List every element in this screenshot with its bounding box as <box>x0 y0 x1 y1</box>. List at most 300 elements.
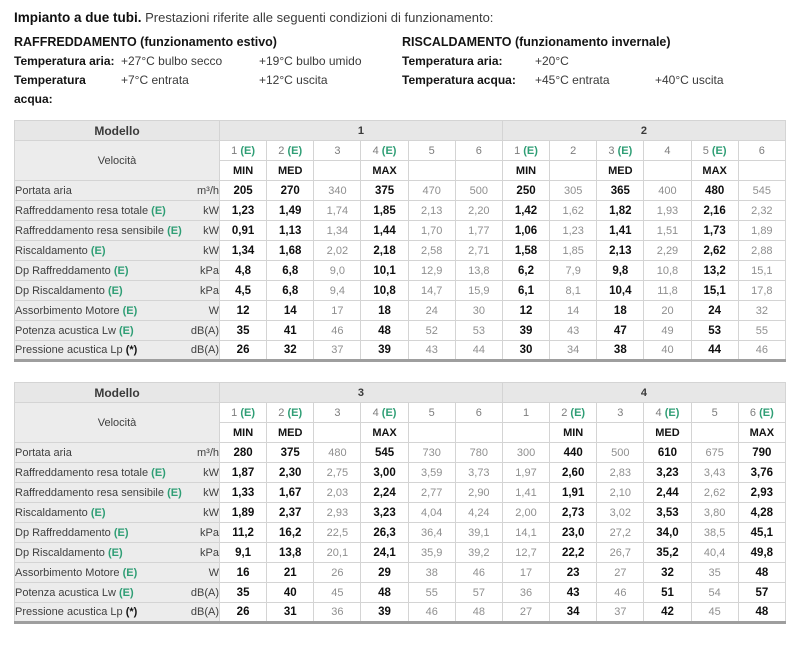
value-cell: 3,53 <box>644 503 691 523</box>
air-temp-label: Temperatura aria: <box>14 54 115 68</box>
value-cell: 30 <box>455 301 502 321</box>
value-cell: 1,51 <box>644 221 691 241</box>
table-row <box>15 201 786 221</box>
row-label-cell <box>15 241 220 261</box>
row-label-cell <box>15 221 220 241</box>
value-cell: 38,5 <box>691 523 738 543</box>
row-unit: kW <box>203 224 219 237</box>
value-cell: 2,32 <box>738 201 785 221</box>
value-cell: 790 <box>738 443 785 463</box>
row-unit: W <box>208 566 219 579</box>
heating-heading: RISCALDAMENTO (funzionamento invernale) <box>402 35 671 49</box>
value-cell: 27 <box>502 603 549 623</box>
value-cell: 2,44 <box>644 483 691 503</box>
value-cell: 4,04 <box>408 503 455 523</box>
heating-air-row <box>402 52 786 71</box>
speed-number-cell <box>738 403 785 423</box>
row-label-cell <box>15 301 220 321</box>
value-cell: 1,70 <box>408 221 455 241</box>
speed-tier-cell <box>550 161 597 181</box>
row-label-cell <box>15 523 220 543</box>
row-label: Dp Riscaldamento (E) <box>15 284 123 297</box>
energy-mark: (E) <box>240 406 255 419</box>
value-cell: 48 <box>361 321 408 341</box>
value-cell: 45,1 <box>738 523 785 543</box>
row-label-cell <box>15 603 220 623</box>
energy-mark: (E) <box>759 406 774 419</box>
row-unit: dB(A) <box>190 586 219 599</box>
row-label: Assorbimento Motore (E) <box>15 304 138 317</box>
value-cell: 1,85 <box>361 201 408 221</box>
row-label-wrap <box>15 547 219 559</box>
energy-mark: (E) <box>90 506 106 519</box>
speed-number-cell <box>644 403 691 423</box>
row-label-wrap <box>15 606 219 618</box>
speed-tier-cell: MAX <box>691 161 738 181</box>
value-cell: 37 <box>597 603 644 623</box>
value-cell: 2,37 <box>267 503 314 523</box>
value-cell: 57 <box>738 583 785 603</box>
row-label-wrap <box>15 325 219 337</box>
value-cell: 17 <box>502 563 549 583</box>
value-cell: 300 <box>502 443 549 463</box>
value-cell: 15,9 <box>455 281 502 301</box>
speed-number: 3 <box>608 144 615 157</box>
value-cell: 1,23 <box>550 221 597 241</box>
value-cell: 24 <box>691 301 738 321</box>
value-cell: 53 <box>455 321 502 341</box>
performance-tables <box>14 120 786 624</box>
row-label-wrap <box>15 467 219 479</box>
table-row <box>15 341 786 361</box>
value-cell: 45 <box>691 603 738 623</box>
value-cell: 45 <box>314 583 361 603</box>
value-cell: 40 <box>644 341 691 361</box>
energy-mark: (E) <box>151 466 166 479</box>
row-label-cell <box>15 341 220 361</box>
speed-number: 6 <box>749 406 757 419</box>
value-cell: 41 <box>267 321 314 341</box>
value-cell: 22,2 <box>550 543 597 563</box>
row-label-cell <box>15 463 220 483</box>
value-cell: 1,85 <box>550 241 597 261</box>
value-cell: 480 <box>314 443 361 463</box>
value-cell: 1,89 <box>220 503 267 523</box>
speed-tier-cell <box>455 423 502 443</box>
value-cell: 10,8 <box>644 261 691 281</box>
value-cell: 21 <box>267 563 314 583</box>
speed-number-cell <box>314 403 361 423</box>
row-label-wrap <box>15 305 219 317</box>
value-cell: 1,34 <box>314 221 361 241</box>
speed-tier-cell <box>408 161 455 181</box>
row-unit: kW <box>203 506 219 519</box>
speed-tier-cell: MIN <box>220 423 267 443</box>
row-label-wrap <box>15 527 219 539</box>
table-row <box>15 221 786 241</box>
speed-number-cell <box>361 141 408 161</box>
value-cell: 34 <box>550 603 597 623</box>
value-cell: 375 <box>361 181 408 201</box>
value-cell: 36 <box>502 583 549 603</box>
row-label-wrap <box>15 567 219 579</box>
row-label-cell <box>15 443 220 463</box>
speed-number: 4 <box>372 144 379 157</box>
performance-table-1 <box>14 120 786 362</box>
cooling-heading: RAFFREDDAMENTO (funzionamento estivo) <box>14 35 277 49</box>
row-label-cell <box>15 583 220 603</box>
operating-conditions <box>14 35 786 109</box>
value-cell: 39,2 <box>455 543 502 563</box>
row-unit: W <box>208 304 219 317</box>
value-cell: 47 <box>597 321 644 341</box>
row-label: Dp Riscaldamento (E) <box>15 546 123 559</box>
speed-number: 3 <box>617 406 624 419</box>
value-cell: 12 <box>502 301 549 321</box>
value-cell: 36 <box>314 603 361 623</box>
row-label: Pressione acustica Lp (*) <box>15 344 138 356</box>
energy-mark: (E) <box>113 526 129 539</box>
value-cell: 39 <box>361 341 408 361</box>
value-cell: 1,73 <box>691 221 738 241</box>
energy-mark: (E) <box>287 406 303 419</box>
energy-mark: (E) <box>167 224 182 237</box>
row-label-cell <box>15 543 220 563</box>
value-cell: 2,10 <box>597 483 644 503</box>
row-label-wrap <box>15 265 219 277</box>
value-cell: 14 <box>550 301 597 321</box>
speed-number-cell <box>691 141 738 161</box>
value-cell: 3,02 <box>597 503 644 523</box>
value-cell: 9,8 <box>597 261 644 281</box>
row-label: Raffreddamento resa sensibile (E) <box>15 224 182 237</box>
value-cell: 35,2 <box>644 543 691 563</box>
speed-number: 1 <box>514 144 521 157</box>
speed-number-cell <box>597 403 644 423</box>
value-cell: 16 <box>220 563 267 583</box>
value-cell: 1,41 <box>502 483 549 503</box>
value-cell: 1,89 <box>738 221 785 241</box>
value-cell: 46 <box>597 583 644 603</box>
energy-mark: (E) <box>570 406 586 419</box>
footnote-mark: (*) <box>125 344 138 356</box>
value-cell: 8,1 <box>550 281 597 301</box>
speed-tier-cell: MAX <box>361 423 408 443</box>
model-number-cell: 1 <box>220 121 503 141</box>
table-row <box>15 583 786 603</box>
speed-number: 5 <box>711 406 718 419</box>
speed-number: 1 <box>522 406 530 419</box>
value-cell: 3,80 <box>691 503 738 523</box>
value-cell: 26 <box>220 603 267 623</box>
energy-mark: (E) <box>118 324 134 337</box>
modello-header-cell: Modello <box>15 121 220 141</box>
row-label: Riscaldamento (E) <box>15 244 106 257</box>
value-cell: 32 <box>738 301 785 321</box>
table-row <box>15 463 786 483</box>
row-unit: kPa <box>200 526 219 539</box>
value-cell: 26 <box>314 563 361 583</box>
energy-mark: (E) <box>118 586 134 599</box>
value-cell: 15,1 <box>691 281 738 301</box>
value-cell: 35 <box>220 321 267 341</box>
energy-mark: (E) <box>107 546 123 559</box>
speed-tier-cell <box>738 161 785 181</box>
speed-number-cell <box>220 403 267 423</box>
value-cell: 2,00 <box>502 503 549 523</box>
speed-number-cell <box>550 141 597 161</box>
value-cell: 1,87 <box>220 463 267 483</box>
speed-tier-cell <box>314 423 361 443</box>
value-cell: 2,16 <box>691 201 738 221</box>
value-cell: 43 <box>550 321 597 341</box>
row-unit: dB(A) <box>190 344 219 356</box>
value-cell: 27,2 <box>597 523 644 543</box>
value-cell: 4,24 <box>455 503 502 523</box>
speed-number: 5 <box>428 144 435 157</box>
water-temp-label: Temperatura acqua: <box>14 73 86 106</box>
row-label: Potenza acustica Lw (E) <box>15 324 134 337</box>
speed-tier-cell <box>502 423 549 443</box>
value-cell: 3,00 <box>361 463 408 483</box>
value-cell: 1,34 <box>220 241 267 261</box>
value-cell: 3,59 <box>408 463 455 483</box>
value-cell: 35 <box>220 583 267 603</box>
cooling-water-row <box>14 71 402 109</box>
speed-tier-cell: MED <box>267 161 314 181</box>
row-unit: kPa <box>200 284 219 297</box>
page-title-rest: Prestazioni riferite alle seguenti condizioni di funzionamento: <box>141 10 494 25</box>
value-cell: 54 <box>691 583 738 603</box>
value-cell: 12 <box>220 301 267 321</box>
value-cell: 2,88 <box>738 241 785 261</box>
row-label: Raffreddamento resa totale (E) <box>15 466 166 479</box>
speed-tier-cell <box>597 423 644 443</box>
row-label-wrap <box>15 344 219 356</box>
row-unit: dB(A) <box>190 606 219 618</box>
speed-number-cell <box>550 403 597 423</box>
value-cell: 3,73 <box>455 463 502 483</box>
speed-number: 1 <box>231 406 238 419</box>
energy-mark: (E) <box>617 144 633 157</box>
water-temp-value-2: +12°C uscita <box>259 73 328 87</box>
table-row <box>15 321 786 341</box>
value-cell: 52 <box>408 321 455 341</box>
value-cell: 57 <box>455 583 502 603</box>
row-label-cell <box>15 321 220 341</box>
water-temp-value-1: +45°C entrata <box>535 73 610 87</box>
value-cell: 280 <box>220 443 267 463</box>
value-cell: 11,2 <box>220 523 267 543</box>
footnote-mark: (*) <box>125 606 138 618</box>
value-cell: 17 <box>314 301 361 321</box>
energy-mark: (E) <box>287 144 303 157</box>
value-cell: 48 <box>738 563 785 583</box>
value-cell: 2,03 <box>314 483 361 503</box>
energy-mark: (E) <box>381 144 397 157</box>
value-cell: 2,02 <box>314 241 361 261</box>
row-label-cell <box>15 503 220 523</box>
water-temp-value-1: +7°C entrata <box>121 73 189 87</box>
value-cell: 3,23 <box>361 503 408 523</box>
value-cell: 270 <box>267 181 314 201</box>
value-cell: 40 <box>267 583 314 603</box>
value-cell: 18 <box>361 301 408 321</box>
speed-number: 6 <box>475 144 482 157</box>
value-cell: 43 <box>408 341 455 361</box>
value-cell: 2,71 <box>455 241 502 261</box>
speed-number-cell <box>691 403 738 423</box>
value-cell: 1,23 <box>220 201 267 221</box>
speed-number-cell <box>455 141 502 161</box>
value-cell: 10,1 <box>361 261 408 281</box>
value-cell: 49,8 <box>738 543 785 563</box>
value-cell: 48 <box>361 583 408 603</box>
value-cell: 0,91 <box>220 221 267 241</box>
value-cell: 6,2 <box>502 261 549 281</box>
value-cell: 675 <box>691 443 738 463</box>
page-title-bold: Impianto a due tubi. <box>14 10 142 25</box>
value-cell: 32 <box>267 341 314 361</box>
value-cell: 43 <box>550 583 597 603</box>
energy-mark: (E) <box>240 144 255 157</box>
value-cell: 23,0 <box>550 523 597 543</box>
table-row <box>15 603 786 623</box>
speed-tier-cell: MAX <box>738 423 785 443</box>
speed-number: 3 <box>334 406 341 419</box>
value-cell: 780 <box>455 443 502 463</box>
value-cell: 38 <box>408 563 455 583</box>
row-label: Raffreddamento resa totale (E) <box>15 204 166 217</box>
value-cell: 2,83 <box>597 463 644 483</box>
table-row <box>15 563 786 583</box>
cooling-conditions-block <box>14 35 402 109</box>
row-label: Pressione acustica Lp (*) <box>15 606 138 618</box>
value-cell: 4,8 <box>220 261 267 281</box>
value-cell: 17,8 <box>738 281 785 301</box>
value-cell: 34 <box>550 341 597 361</box>
value-cell: 49 <box>644 321 691 341</box>
row-label-wrap <box>15 587 219 599</box>
value-cell: 1,97 <box>502 463 549 483</box>
model-number-cell: 4 <box>502 383 785 403</box>
value-cell: 46 <box>455 563 502 583</box>
row-label-cell <box>15 181 220 201</box>
speed-number: 4 <box>372 406 379 419</box>
value-cell: 40,4 <box>691 543 738 563</box>
row-unit: kPa <box>200 264 219 277</box>
value-cell: 6,8 <box>267 281 314 301</box>
speed-number: 6 <box>758 144 765 157</box>
speed-tier-cell <box>691 423 738 443</box>
value-cell: 46 <box>314 321 361 341</box>
value-cell: 9,0 <box>314 261 361 281</box>
energy-mark: (E) <box>122 304 138 317</box>
value-cell: 6,1 <box>502 281 549 301</box>
value-cell: 12,7 <box>502 543 549 563</box>
speed-number-cell <box>502 403 549 423</box>
value-cell: 1,49 <box>267 201 314 221</box>
row-label: Portata aria <box>15 446 72 459</box>
row-label-cell <box>15 563 220 583</box>
row-label-wrap <box>15 205 219 217</box>
value-cell: 400 <box>644 181 691 201</box>
performance-table-2 <box>14 382 786 624</box>
speed-number: 5 <box>428 406 435 419</box>
page-title <box>14 10 786 25</box>
value-cell: 46 <box>738 341 785 361</box>
value-cell: 6,8 <box>267 261 314 281</box>
model-header-row <box>15 383 786 403</box>
speed-number-cell <box>644 141 691 161</box>
model-number-cell: 2 <box>502 121 785 141</box>
velocita-label-cell: Velocità <box>15 403 220 443</box>
value-cell: 1,13 <box>267 221 314 241</box>
value-cell: 2,58 <box>408 241 455 261</box>
row-unit: kPa <box>200 546 219 559</box>
speed-number-cell <box>220 141 267 161</box>
table-row <box>15 241 786 261</box>
value-cell: 500 <box>597 443 644 463</box>
value-cell: 46 <box>408 603 455 623</box>
row-label-wrap <box>15 447 219 459</box>
value-cell: 20,1 <box>314 543 361 563</box>
row-label-wrap <box>15 487 219 499</box>
value-cell: 2,62 <box>691 241 738 261</box>
value-cell: 24,1 <box>361 543 408 563</box>
table-row <box>15 523 786 543</box>
speed-number-cell <box>738 141 785 161</box>
row-unit: m³/h <box>197 446 219 459</box>
value-cell: 35 <box>691 563 738 583</box>
value-cell: 48 <box>455 603 502 623</box>
value-cell: 26,3 <box>361 523 408 543</box>
speed-tier-cell: MIN <box>550 423 597 443</box>
row-unit: kW <box>203 244 219 257</box>
value-cell: 250 <box>502 181 549 201</box>
row-unit: m³/h <box>197 184 219 197</box>
value-cell: 1,33 <box>220 483 267 503</box>
row-label-wrap <box>15 185 219 197</box>
value-cell: 610 <box>644 443 691 463</box>
value-cell: 480 <box>691 181 738 201</box>
value-cell: 13,8 <box>267 543 314 563</box>
value-cell: 39,1 <box>455 523 502 543</box>
energy-mark: (E) <box>381 406 397 419</box>
row-label-wrap <box>15 225 219 237</box>
modello-header-cell: Modello <box>15 383 220 403</box>
value-cell: 1,67 <box>267 483 314 503</box>
speed-number-row <box>15 141 786 161</box>
value-cell: 2,20 <box>455 201 502 221</box>
value-cell: 37 <box>314 341 361 361</box>
velocita-label-cell: Velocità <box>15 141 220 181</box>
value-cell: 14 <box>267 301 314 321</box>
speed-number: 2 <box>278 406 285 419</box>
speed-number: 4 <box>655 406 662 419</box>
value-cell: 1,68 <box>267 241 314 261</box>
value-cell: 12,9 <box>408 261 455 281</box>
value-cell: 470 <box>408 181 455 201</box>
row-label-cell <box>15 261 220 281</box>
value-cell: 55 <box>408 583 455 603</box>
value-cell: 48 <box>738 603 785 623</box>
speed-number: 2 <box>561 406 568 419</box>
value-cell: 1,91 <box>550 483 597 503</box>
value-cell: 1,62 <box>550 201 597 221</box>
row-unit: kW <box>203 486 219 499</box>
heating-water-row <box>402 71 786 90</box>
